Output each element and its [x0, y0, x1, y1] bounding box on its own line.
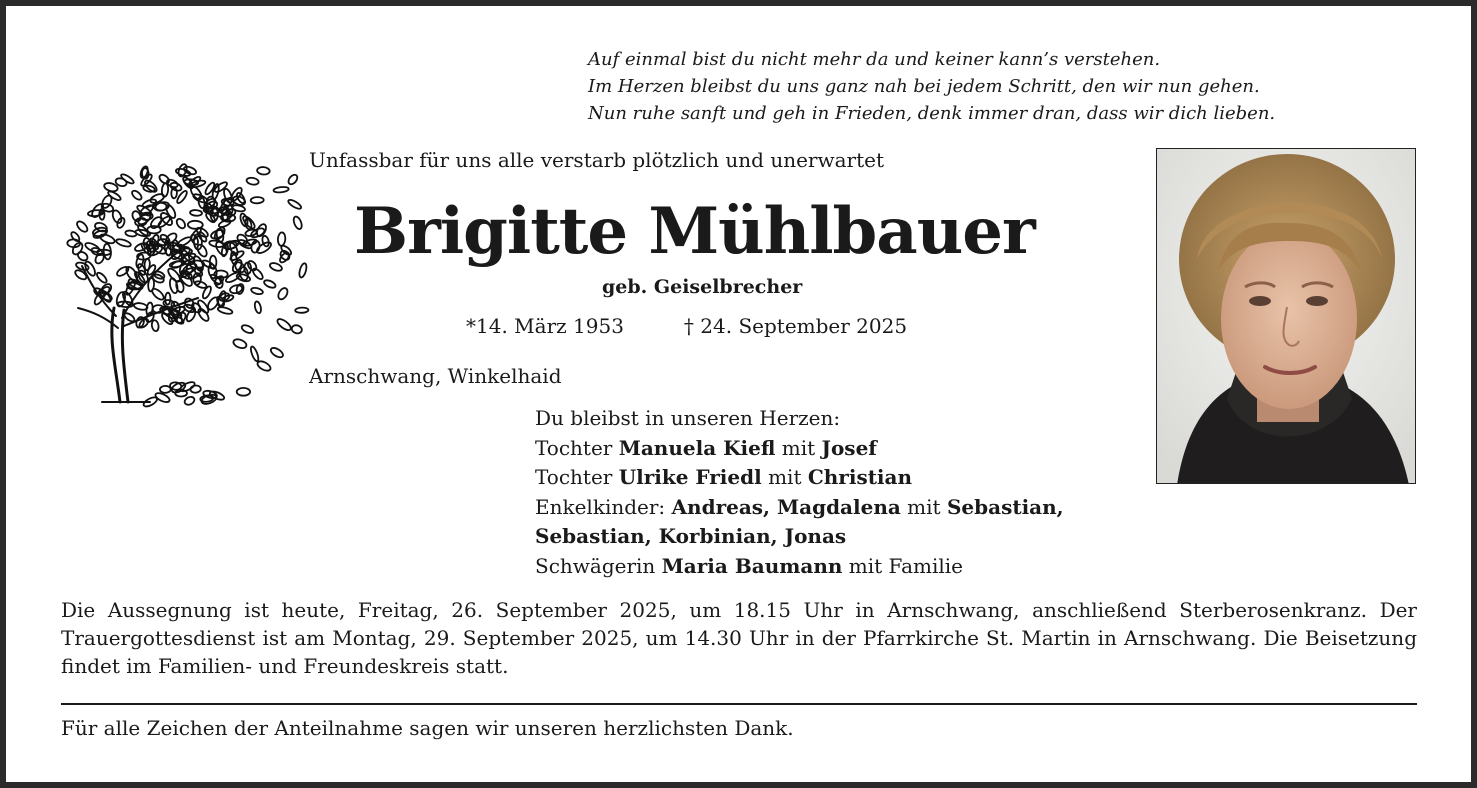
leaf-shape	[269, 346, 284, 359]
leaf-shape	[277, 232, 285, 246]
relation-label: Tochter	[535, 465, 619, 489]
place-text: Arnschwang, Winkelhaid	[309, 364, 562, 388]
life-dates	[466, 314, 907, 338]
leaf-shape	[213, 181, 228, 194]
relation-label: Tochter	[535, 435, 619, 460]
leaf-shape	[232, 338, 247, 350]
mourner-name: Manuela Kiefl	[618, 435, 776, 460]
mourner-line	[535, 434, 1064, 464]
poem-line: Im Herzen bleibst du uns ganz nah bei jedem Schritt, den wir nun gehen.	[588, 76, 1260, 97]
leaf-shape	[241, 324, 255, 335]
leaf-shape	[178, 271, 194, 288]
poem-line: Nun ruhe sanft und geh in Frieden, denk immer dran, dass wir dich lieben.	[588, 103, 1276, 124]
mourner-line	[535, 463, 1064, 493]
leaf-shape	[254, 301, 262, 314]
leaf-shape	[175, 167, 191, 177]
portrait-illustration	[1157, 149, 1416, 484]
mourner-name: Andreas, Magdalena	[671, 494, 901, 519]
mourner-line	[535, 493, 1064, 523]
leaf-shape	[251, 267, 264, 281]
leaf-shape	[250, 287, 263, 296]
funeral-notice: Die Aussegnung ist heute, Freitag, 26. September 2025, um 18.15 Uhr in Arnschwang, anschließend Sterberosenkranz. Der Trauergottesdienst ist am Montag, 29. September 2025, um 14.30 Uhr in der Pfarrkirche St. Martin in Arnschwang. Die Beisetzung findet im Familien- und Freundeskreis statt.	[61, 598, 1417, 678]
leaf-shape	[261, 235, 270, 247]
relation-label: Schwägerin	[535, 553, 662, 578]
leaf-shape	[160, 386, 171, 393]
mourner-name: Christian	[807, 465, 913, 489]
portrait-photo	[1156, 148, 1416, 484]
divider	[61, 703, 1417, 705]
leaf-shape	[76, 250, 89, 262]
leaf-shape	[190, 385, 201, 393]
leaf-shape	[237, 388, 250, 396]
leaf-shape	[276, 286, 289, 300]
leaf-shape	[175, 217, 187, 230]
mourner-name: Sebastian, Korbinian, Jonas	[535, 524, 847, 548]
leaf-shape	[217, 306, 233, 315]
mourner-name: Josef	[821, 435, 877, 460]
poem-line: Auf einmal bist du nicht mehr da und keiner kann’s verstehen.	[588, 49, 1161, 70]
leaf-shape	[295, 307, 308, 313]
leaf-shape	[241, 214, 256, 230]
leaf-shape	[130, 189, 143, 201]
poem	[588, 46, 1275, 127]
mit-label: mit	[775, 435, 822, 460]
leaf-shape	[158, 173, 171, 185]
leaf-shape	[84, 241, 101, 254]
mourner-name: Maria Baumann	[661, 553, 843, 578]
leaf-shape	[190, 210, 202, 216]
intro-text: Unfassbar für uns alle verstarb plötzlich und unerwartet	[309, 148, 885, 172]
family-label: mit Familie	[842, 553, 963, 578]
leaf-shape	[291, 324, 303, 335]
leaf-shape	[242, 238, 257, 247]
leaf-shape	[103, 244, 112, 260]
leaf-shape	[269, 262, 283, 273]
leaf-shape	[263, 279, 277, 289]
leaf-shape	[298, 263, 308, 279]
mourner-line	[535, 522, 1064, 552]
mourners-list	[535, 404, 1064, 581]
wind-blown-tree-icon	[58, 148, 314, 410]
thanks-text: Für alle Zeichen der Anteilnahme sagen wir unseren herzlichsten Dank.	[61, 716, 794, 740]
obituary-card	[6, 6, 1471, 782]
leaf-shape	[273, 186, 289, 193]
mourner-line	[535, 552, 1064, 582]
leaf-shape	[151, 320, 159, 332]
leaf-shape	[95, 271, 108, 284]
death-date: † 24. September 2025	[683, 314, 908, 338]
leaf-shape	[75, 220, 89, 234]
leaf-shape	[292, 215, 303, 230]
leaf-shape	[287, 198, 302, 210]
leaf-shape	[213, 226, 227, 241]
leaf-shape	[287, 173, 299, 186]
leaf-shape	[257, 167, 270, 175]
mourner-name: Sebastian,	[946, 494, 1064, 519]
leaf-shape	[256, 359, 272, 372]
mit-label: mit	[900, 494, 947, 519]
mourner-name: Ulrike Friedl	[618, 465, 762, 489]
leaf-shape	[276, 317, 293, 332]
deceased-name: Brigitte Mühlbauer	[354, 194, 1035, 269]
mourners-heading: Du bleibst in unseren Herzen:	[535, 406, 841, 430]
leaf-shape	[246, 177, 259, 186]
relation-label: Enkelkinder:	[535, 494, 672, 519]
leaf-shape	[183, 395, 195, 406]
maiden-name: geb. Geiselbrecher	[602, 276, 803, 298]
leaf-shape	[165, 293, 171, 305]
mit-label: mit	[761, 465, 808, 489]
leaf-shape	[249, 346, 259, 362]
leaf-shape	[115, 238, 131, 248]
leaf-shape	[251, 197, 264, 204]
birth-date: *14. März 1953	[466, 314, 624, 338]
leaf-shape	[70, 231, 81, 243]
